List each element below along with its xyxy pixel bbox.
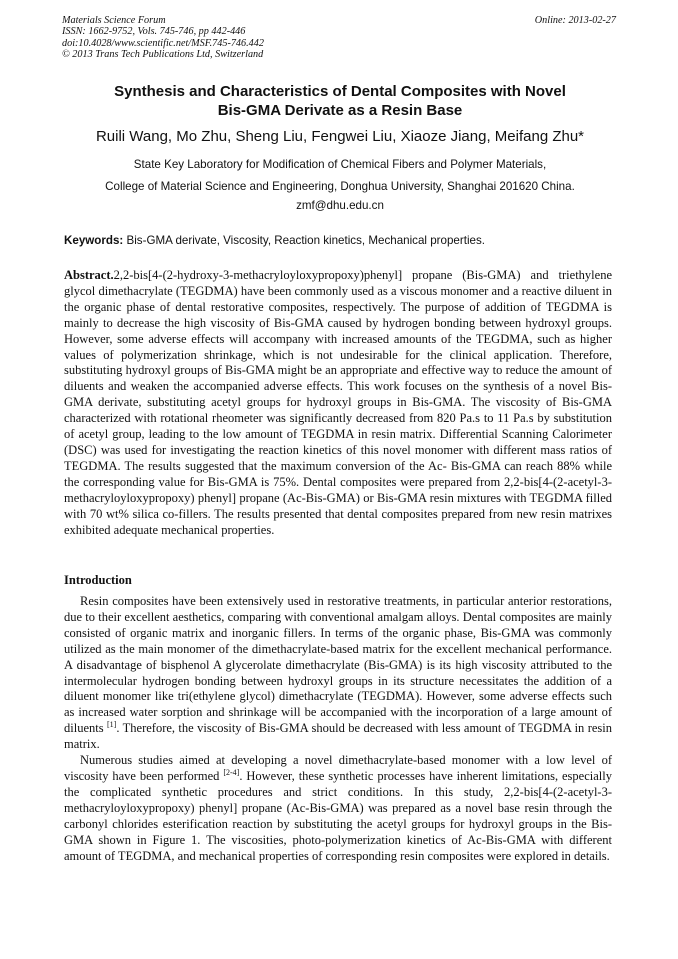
- paper-title: [40, 83, 640, 120]
- introduction-heading: Introduction: [64, 573, 132, 587]
- title-line-2: Bis-GMA Derivate as a Resin Base: [217, 101, 463, 119]
- keywords: [64, 233, 485, 249]
- intro-paragraph-2: [64, 753, 612, 864]
- affiliation-line-1: State Key Laboratory for Modification of Chemical Fibers and Polymer Materials,: [133, 158, 547, 171]
- affiliation: [30, 154, 650, 198]
- intro-p2-text-a: Numerous studies aimed at developing a novel dimethacrylate-based monomer with a low level of viscosity have been performed: [64, 753, 612, 783]
- abstract: [64, 268, 612, 538]
- doi: doi:10.4028/www.scientific.net/MSF.745-746.442: [62, 37, 264, 49]
- affiliation-line-2: College of Material Science and Engineering, Donghua University, Shanghai 201620 China.: [105, 180, 575, 193]
- journal-header: [62, 15, 616, 61]
- issn: ISSN: 1662-9752, Vols. 745-746, pp 442-446: [62, 26, 246, 38]
- abstract-label: Abstract.: [64, 268, 114, 282]
- citation-1: [1]: [107, 720, 117, 730]
- intro-paragraph-1: [64, 594, 612, 753]
- authors: Ruili Wang, Mo Zhu, Sheng Liu, Fengwei Liu, Xiaoze Jiang, Meifang Zhu*: [95, 128, 585, 145]
- email: zmf@dhu.edu.cn: [296, 199, 384, 212]
- online-date: Online: 2013-02-27: [534, 15, 616, 26]
- intro-p2-text-b: . However, these synthetic processes have inherent limitations, especially the complicated synthetic procedures and strict conditions. In this study, 2,2-bis[4-(2-acetyl-3-methacryloyloxypropoxy) phenyl] propane (Ac-Bis-GMA) was prepared as a novel base resin through the carbonyl chlorides esterification reaction by substituting the acetyl groups for hydroxyl groups in the Bis-GMA shown in Figure 1. The viscosities, photo-polymerization kinetics of Ac-Bis-GMA with different amount of TEGDMA, and mechanical properties of corresponding resin composites were explored in details.: [64, 768, 612, 863]
- keywords-label: Keywords:: [64, 234, 124, 247]
- copyright: © 2013 Trans Tech Publications Ltd, Switzerland: [62, 49, 264, 61]
- introduction-body: [64, 594, 612, 864]
- keywords-text: Bis-GMA derivate, Viscosity, Reaction kinetics, Mechanical properties.: [123, 234, 485, 247]
- title-line-1: Synthesis and Characteristics of Dental Composites with Novel: [114, 83, 566, 100]
- intro-p1-text-b: . Therefore, the viscosity of Bis-GMA should be decreased with less amount of TEGDMA in resin matrix.: [64, 721, 612, 752]
- citation-2-4: [2-4]: [223, 767, 240, 777]
- abstract-text: 2,2-bis[4-(2-hydroxy-3-methacryloyloxypropoxy)phenyl] propane (Bis-GMA) and triethylene glycol dimethacrylate (TEGDMA) have been commonly used as a viscous monomer and a reactive diluent in the organic phase of dental restorative composites, respectively. The purpose of addition of TEGDMA is mainly to decrease the high viscosity of Bis-GMA caused by hydrogen bonding between hydroxyl groups. However, some adverse effects will accompany with increased amounts of the TEGDMA, such as higher values of polymerization shrinkage, which is not undesirable for the clinical application. Therefore, substituting hydroxyl groups of Bis-GMA might be an appropriate and effective way to reduce the amount of diluents and weaken the accompanied adverse effects. This work focuses on the synthesis of a novel Bis-GMA derivate, substituting acetyl groups for hydroxyl groups in Bis-GMA. The viscosity of Bis-GMA characterized with rotational rheometer was significantly decreased from 820 Pa.s to 11 Pa.s by substitution of acetyl group, leading to the low amount of TEGDMA in resin matrix. Differential Scanning Calorimeter (DSC) was used for investigating the reaction kinetics of this novel monomer with different mass ratios of TEGDMA. The results suggested that the maximum conversion of the Ac- Bis-GMA can reach 88% while the corresponding value for Bis-GMA is 75%. Dental composites were prepared from 2,2-bis[4-(2-acetyl-3-methacryloyloxypropoxy) phenyl] propane (Ac-Bis-GMA) or Bis-GMA resin mixtures with TEGDMA filled with 70 wt% silica co-fillers. The results presented that dental composites prepared from new resin matrixes exhibited adequate mechanical properties.: [64, 268, 612, 537]
- intro-p1-text-a: Resin composites have been extensively used in restorative treatments, in particular anterior restorations, due to their excellent aesthetics, comparing with conventional amalgam alloys. Dental composites are mainly consisted of organic matrix and inorganic fillers. In terms of the organic phase, Bis-GMA was commonly utilized as the main monomer of the dimethacrylate-based matrix for the excellent mechanical performance. A disadvantage of bisphenol A glycerolate dimethacrylate (Bis-GMA) is its high viscosity attributed to the intermolecular hydrogen bonding between hydroxyl groups in its structure necessitates the addition of a diluent monomer like tri(ethylene glycol) dimethacrylate (TEGDMA). However, some adverse effects such as increased water sorption and shrinkage will be accompanied with the incorporation of a large amount of diluents: [64, 594, 612, 736]
- journal-name: Materials Science Forum: [62, 15, 166, 26]
